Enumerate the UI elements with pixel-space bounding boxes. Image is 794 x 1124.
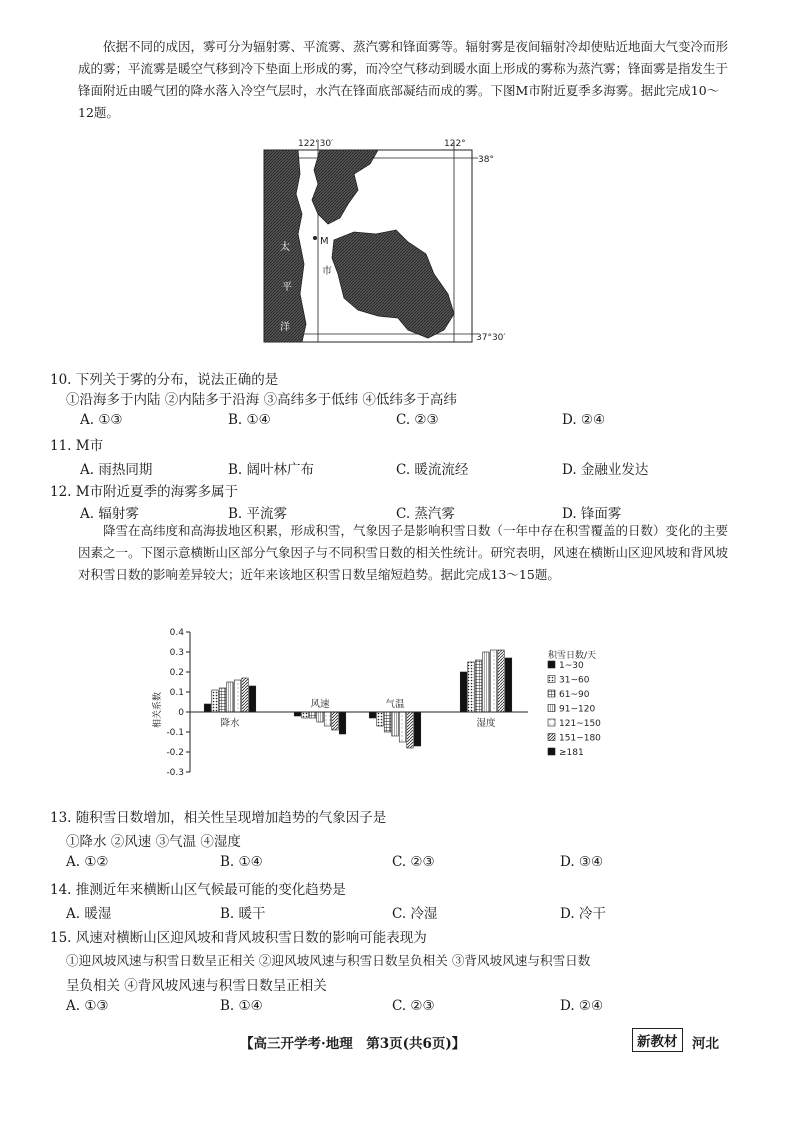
bar-1-2 <box>309 712 316 718</box>
question-10-option-d[interactable]: D. ②④ <box>562 412 606 428</box>
legend-label-1: 31~60 <box>559 675 590 686</box>
question-15-option-a[interactable]: A. ①③ <box>66 998 109 1014</box>
bar-2-3 <box>392 712 399 736</box>
lon-label-right: 122° <box>444 139 466 149</box>
city-m-marker <box>313 236 317 240</box>
bar-0-4 <box>234 680 241 712</box>
legend-label-2: 61~90 <box>559 690 590 700</box>
bar-1-1 <box>302 712 309 718</box>
question-11-stem: 11. M市 <box>50 438 104 454</box>
legend-label-5: 151~180 <box>559 733 601 744</box>
question-13-option-d[interactable]: D. ③④ <box>560 854 604 870</box>
category-label-2: 气温 <box>385 699 405 710</box>
legend-label-0: 1~30 <box>559 661 584 671</box>
legend-swatch-3 <box>548 705 555 712</box>
legend-label-4: 121~150 <box>559 719 601 729</box>
question-10-stem: 10. 下列关于雾的分布，说法正确的是 <box>50 372 279 388</box>
lon-label-left: 122°30′ <box>298 139 334 149</box>
region-label: 河北 <box>692 1036 719 1052</box>
legend-swatch-1 <box>548 676 555 683</box>
legend-swatch-0 <box>548 661 555 668</box>
city-m-char: 市 <box>322 266 332 277</box>
bar-2-5 <box>407 712 414 748</box>
y-tick-label: 0 <box>178 708 184 718</box>
question-11-option-c[interactable]: C. 暖流流经 <box>396 462 469 478</box>
question-15-items-line1: ①迎风坡风速与积雪日数呈正相关 ②迎风坡风速与积雪日数呈负相关 ③背风坡风速与积雪日数 <box>66 953 591 968</box>
question-10-option-c[interactable]: C. ②③ <box>396 412 439 428</box>
new-textbook-badge: 新教材 <box>632 1028 683 1052</box>
correlation-bar-chart <box>140 622 720 798</box>
legend-label-6: ≥181 <box>559 748 584 758</box>
question-14-option-c[interactable]: C. 冷湿 <box>392 906 438 922</box>
question-14-stem: 14. 推测近年来横断山区气候最可能的变化趋势是 <box>50 882 346 898</box>
question-15-items-line2: 呈负相关 ④背风坡风速与积雪日数呈正相关 <box>66 978 327 994</box>
map-figure <box>258 134 528 344</box>
lat-label-bottom: 37°30′ <box>476 333 506 343</box>
question-12-option-d[interactable]: D. 锋面雾 <box>562 506 622 522</box>
legend-label-3: 91~120 <box>559 704 596 715</box>
legend-swatch-6 <box>548 748 555 755</box>
city-m-letter: M <box>320 236 329 247</box>
y-tick-label: 0.1 <box>169 688 184 698</box>
bar-1-6 <box>339 712 346 734</box>
question-10-option-b[interactable]: B. ①④ <box>228 412 271 428</box>
category-label-3: 湿度 <box>476 718 496 729</box>
bar-3-1 <box>468 662 475 712</box>
legend-swatch-2 <box>548 690 555 697</box>
bar-3-2 <box>475 660 482 712</box>
bar-1-5 <box>332 712 339 730</box>
question-14-option-a[interactable]: A. 暖湿 <box>66 906 112 922</box>
y-tick-label: -0.3 <box>166 768 184 778</box>
category-label-1: 风速 <box>310 699 330 710</box>
bar-1-4 <box>324 712 331 726</box>
bar-3-6 <box>505 658 512 712</box>
lat-label-top: 38° <box>478 155 494 165</box>
bar-1-3 <box>317 712 324 722</box>
y-tick-label: 0.3 <box>169 648 184 658</box>
bar-3-0 <box>460 672 467 712</box>
bar-2-2 <box>384 712 391 732</box>
question-13-stem: 13. 随积雪日数增加，相关性呈现增加趋势的气象因子是 <box>50 810 387 826</box>
bar-2-0 <box>369 712 376 718</box>
y-tick-label: 0.2 <box>169 668 184 678</box>
question-12-stem: 12. M市附近夏季的海雾多属于 <box>50 484 239 500</box>
question-11-option-b[interactable]: B. 阔叶林广布 <box>228 462 315 478</box>
main-landmass <box>332 230 454 338</box>
bar-0-3 <box>227 682 234 712</box>
bar-2-4 <box>399 712 406 742</box>
ocean-label-2: 平 <box>282 282 292 293</box>
bar-0-5 <box>242 678 249 712</box>
bar-0-1 <box>212 690 219 712</box>
bar-0-6 <box>249 686 256 712</box>
question-10-option-a[interactable]: A. ①③ <box>80 412 123 428</box>
page-footer: 【高三开学考·地理 第3页(共6页)】 <box>240 1036 466 1052</box>
bar-2-1 <box>377 712 384 726</box>
question-13-option-a[interactable]: A. ①② <box>66 854 109 870</box>
bar-3-4 <box>490 650 497 712</box>
bar-1-0 <box>294 712 301 716</box>
y-axis-label: 相关系数 <box>153 691 163 729</box>
y-tick-label: 0.4 <box>169 628 184 638</box>
question-12-option-a[interactable]: A. 辐射雾 <box>80 506 139 522</box>
y-tick-label: -0.2 <box>166 748 184 758</box>
bar-3-5 <box>498 650 505 712</box>
north-landmass <box>312 150 378 224</box>
bar-2-6 <box>414 712 421 746</box>
bar-3-3 <box>483 652 490 712</box>
legend-swatch-4 <box>548 719 555 726</box>
y-tick-label: -0.1 <box>166 728 184 738</box>
category-label-0: 降水 <box>220 718 240 729</box>
question-15-stem: 15. 风速对横断山区迎风坡和背风坡积雪日数的影响可能表现为 <box>50 930 427 946</box>
question-11-option-d[interactable]: D. 金融业发达 <box>562 462 649 478</box>
question-15-option-c[interactable]: C. ②③ <box>392 998 435 1014</box>
question-13-items: ①降水 ②风速 ③气温 ④湿度 <box>66 834 241 850</box>
intro-paragraph-snow: 降雪在高纬度和高海拔地区积累，形成积雪，气象因子是影响积雪日数（一年中存在积雪覆盖的日数）变化的主要因素之一。下图示意横断山区部分气象因子与不同积雪日数的相关性统计。研究表明，风速在横断山区迎风坡和背风坡对积雪日数的影响差异较大；近年来该地区积雪日数呈缩短趋势。据此完成13～15题。 <box>78 523 729 582</box>
question-12-option-b[interactable]: B. 平流雾 <box>228 506 288 522</box>
legend-title: 积雪日数/天 <box>548 651 597 661</box>
question-14-option-d[interactable]: D. 冷干 <box>560 906 606 922</box>
bar-0-0 <box>204 704 211 712</box>
intro-paragraph-fog: 依据不同的成因，雾可分为辐射雾、平流雾、蒸汽雾和锋面雾等。辐射雾是夜间辐射冷却使贴近地面大气变冷而形成的雾；平流雾是暖空气移到冷下垫面上形成的雾，而冷空气移动到暖水面上形成的雾称为蒸汽雾；锋面雾是指发生于锋面附近由暖气团的降水落入冷空气层时，水汽在锋面底部凝结而成的雾。下图M市附近夏季多海雾。据此完成10～12题。 <box>78 39 729 120</box>
question-14-option-b[interactable]: B. 暖干 <box>220 906 266 922</box>
ocean-label-3: 洋 <box>280 322 290 333</box>
ocean-label-1: 太 <box>280 242 290 253</box>
question-12-option-c[interactable]: C. 蒸汽雾 <box>396 506 455 522</box>
question-10-items: ①沿海多于内陆 ②内陆多于沿海 ③高纬多于低纬 ④低纬多于高纬 <box>66 392 457 408</box>
legend-swatch-5 <box>548 734 555 741</box>
question-15-option-b[interactable]: B. ①④ <box>220 998 263 1014</box>
question-13-option-b[interactable]: B. ①④ <box>220 854 263 870</box>
question-15-option-d[interactable]: D. ②④ <box>560 998 604 1014</box>
bar-0-2 <box>219 688 226 712</box>
question-13-option-c[interactable]: C. ②③ <box>392 854 435 870</box>
question-11-option-a[interactable]: A. 雨热同期 <box>80 462 153 478</box>
